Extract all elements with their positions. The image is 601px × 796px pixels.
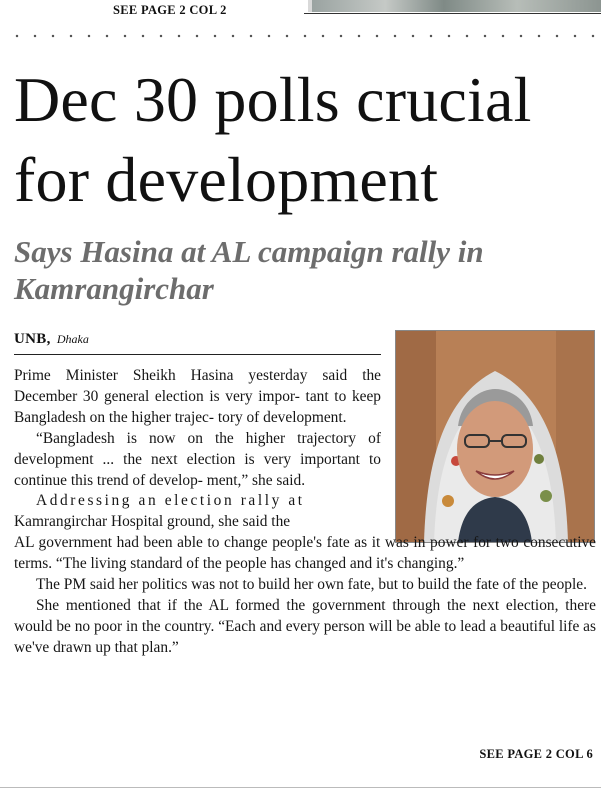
subheadline: Says Hasina at AL campaign rally in Kamrangirchar bbox=[14, 234, 484, 306]
headline: Dec 30 polls crucial for development bbox=[14, 64, 532, 215]
continued-reference: SEE PAGE 2 COL 6 bbox=[479, 747, 593, 761]
dotted-separator bbox=[8, 33, 596, 39]
byline bbox=[14, 331, 89, 348]
article-paragraph: “Bangladesh is now on the higher trajectory of development ... the next election is very important to continue this trend of develop- ment,” she said. bbox=[14, 429, 381, 489]
top-page-reference: SEE PAGE 2 COL 2 bbox=[113, 3, 227, 17]
article-paragraph: Prime Minister Sheikh Hasina yesterday said the December 30 general election is very impor- tant to keep Bangladesh on the higher trajec- tory of development. bbox=[14, 367, 381, 426]
article-paragraph: Kamrangirchar Hospital ground, she said the bbox=[14, 513, 291, 531]
byline-place: Dhaka bbox=[56, 332, 89, 346]
article-paragraph: Addressing an election rally at bbox=[36, 492, 305, 510]
top-photo-strip bbox=[308, 0, 601, 12]
article-body bbox=[14, 366, 596, 659]
byline-agency: UNB, bbox=[14, 331, 51, 347]
article-paragraph: The PM said her politics was not to build her own fate, but to build the fate of the people. bbox=[36, 576, 587, 594]
bottom-divider bbox=[0, 787, 601, 788]
article-paragraph: She mentioned that if the AL formed the government through the next election, there would be no poor in the country. “Each and every person will be able to lead a beautiful life as we've drawn up that plan.” bbox=[14, 596, 596, 656]
top-divider bbox=[304, 13, 601, 14]
article-paragraph: AL government had been able to change people's fate as it was in power for two consecutive terms. “The living standard of the people has changed and it's changing.” bbox=[14, 534, 596, 573]
byline-divider bbox=[14, 354, 381, 355]
